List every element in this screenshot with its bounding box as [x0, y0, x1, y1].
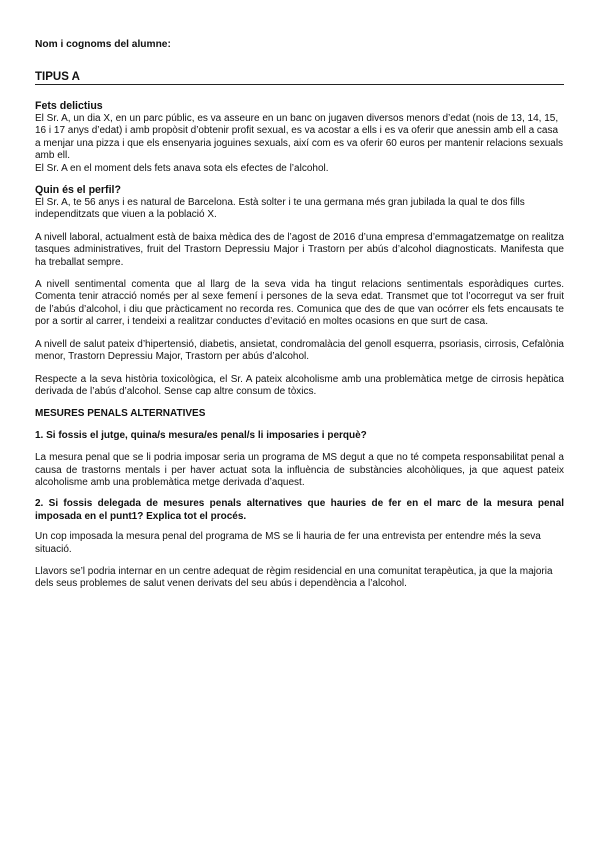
perfil-paragraph-3: A nivell sentimental comenta que al llarg de la seva vida ha tingut relacions sentimentals esporàdiques curtes. Comenta tenir atracció només per al sexe femení i persones de la seva edat. Transmet que tot l’ocorregut va ser fruit de l’abús d’alcohol, i diu que pràcticament no recorda res. Comunica que des de que van ocórrer els fets encausats te por a sortir al carrer, i tendeixi a realitzar conductes d’evitació en moltes ocasions en que surt de casa. — [35, 279, 564, 328]
tipus-heading: TIPUS A — [35, 71, 564, 85]
perfil-paragraph-4: A nivell de salut pateix d’hipertensió, diabetis, ansietat, condromalàcia del genoll esquerra, psoriasis, cirrosis, Cefalònia menor, Trastorn Depressiu Major, Trastorn per abús d’alcohol. — [35, 338, 564, 363]
fets-section — [35, 100, 564, 175]
perfil-title: Quin és el perfil? — [35, 184, 121, 197]
question-2: 2. Si fossis delegada de mesures penals alternatives que hauries de fer en el marc de la mesura penal imposada en el punt1? Explica tot el procés. — [35, 498, 564, 522]
fets-title: Fets delictius — [35, 100, 103, 112]
student-name-label: Nom i cognoms del alumne: — [35, 39, 171, 50]
answer-2-paragraph-2: Llavors se’l podria internar en un centre adequat de règim residencial en una comunitat terapèutica, ja que la majoria dels seus problemes de salut venen derivats del seu abús i dependència a l’alcohol. — [35, 565, 553, 590]
mesures-title: MESURES PENALS ALTERNATIVES — [35, 408, 206, 420]
perfil-paragraph-1: El Sr. A, te 56 anys i es natural de Barcelona. Està solter i te una germana més gran jubilada la qual te dos fills independitzats que viuen a la població X. — [35, 197, 525, 221]
perfil-paragraph-5: Respecte a la seva història toxicològica, el Sr. A pateix alcoholisme amb una problemàtica metge de cirrosis hepàtica derivada de l’abús d’alcohol. Sense cap altre consum de tòxics. — [35, 373, 564, 397]
perfil-section — [35, 184, 564, 398]
fets-paragraph-1: El Sr. A, un dia X, en un parc públic, es va asseure en un banc on jugaven diversos menors d’edat (nois de 13, 14, 15, 16 i 17 anys d’edat) i amb propòsit d’obtenir profit sexual, es va acostar a ells i es va oferir que anessin amb ell a casa a menjar una pizza i que els ensenyaria joguines sexuals, així com es va oferir 60 euros per mantenir relacions sexuals amb ell. — [35, 113, 564, 162]
answer-1: La mesura penal que se li podria imposar seria un programa de MS degut a que no té competa responsabilitat penal a causa de trastorns mentals i per haver actuat sota la influència de substàncies alcohòliques, ja que aquest pateix alcoholisme amb una problemàtica metge derivada d’aquest. — [35, 452, 564, 488]
perfil-paragraph-2: A nivell laboral, actualment està de baixa mèdica des de l’agost de 2016 d’una empresa d’emmagatzematge on realitza tasques administratives, fruit del Trastorn Depressiu Major i Trastorn per abús d’alcohol diagnosticats. Manifesta que ha treballat sempre. — [35, 231, 564, 268]
question-1: 1. Si fossis el jutge, quina/s mesura/es penal/s li imposaries i perquè? — [35, 429, 367, 441]
fets-paragraph-2: El Sr. A en el moment dels fets anava sota els efectes de l’alcohol. — [35, 162, 329, 174]
mesures-section — [35, 408, 564, 590]
answer-2-paragraph-1: Un cop imposada la mesura penal del programa de MS se li hauria de fer una entrevista per entendre més la seva situació. — [35, 531, 541, 555]
